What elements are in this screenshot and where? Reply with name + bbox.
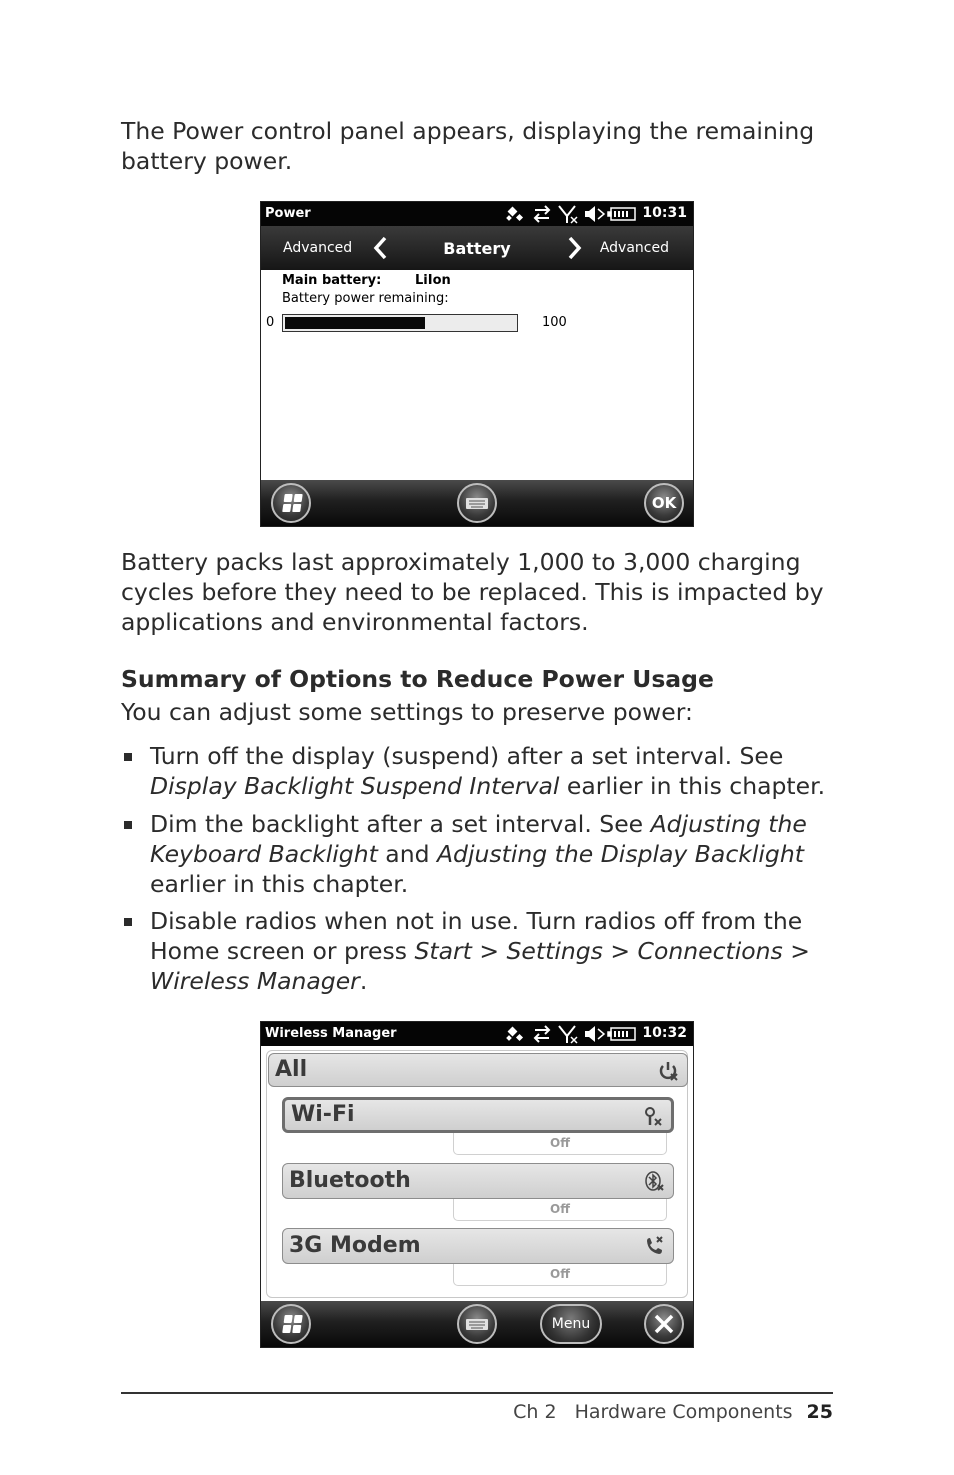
bullet-ref: Start bbox=[414, 937, 472, 965]
radio-name: 3G Modem bbox=[289, 1233, 421, 1258]
start-button[interactable] bbox=[271, 483, 311, 523]
battery-cycles-paragraph: Battery packs last approximately 1,000 to 3,000 charging cycles before they need to be replaced. This is impacted by applications and environmental factors. bbox=[121, 548, 824, 636]
keyboard-icon bbox=[459, 1306, 495, 1342]
sync-icon bbox=[535, 206, 549, 222]
page-footer bbox=[513, 1401, 833, 1423]
tab-advanced-right[interactable]: Advanced bbox=[599, 240, 669, 256]
bullet-text: Disable radios when not in use. Turn radios off from the Home screen or press bbox=[150, 907, 803, 965]
window-title: Power bbox=[265, 206, 311, 221]
close-icon bbox=[646, 1306, 682, 1342]
windows-flag-icon bbox=[273, 485, 309, 521]
sync-icon bbox=[535, 1026, 549, 1042]
bullet-text: Dim the backlight after a set interval. See bbox=[150, 810, 651, 838]
radio-name: Bluetooth bbox=[289, 1168, 411, 1193]
battery-icon bbox=[608, 1028, 635, 1040]
bullet-text: earlier in this chapter. bbox=[559, 772, 826, 800]
status-icons bbox=[505, 1024, 640, 1044]
bullet-marker bbox=[124, 918, 132, 926]
satellite-icon bbox=[506, 207, 523, 221]
bullet-text: > bbox=[602, 937, 638, 965]
bullet-ref: Adjusting the Display Backlight bbox=[436, 840, 804, 868]
signal-off-icon bbox=[559, 206, 577, 223]
bullet-ref: Adjusting the Keyboard Backlight bbox=[150, 810, 807, 868]
keyboard-button[interactable] bbox=[457, 483, 497, 523]
radio-name: Wi-Fi bbox=[291, 1102, 355, 1127]
softkey-bar bbox=[261, 1301, 693, 1347]
status-clock: 10:31 bbox=[642, 205, 687, 221]
bluetooth-off-icon bbox=[643, 1170, 665, 1192]
battery-icon bbox=[608, 208, 635, 220]
battery-remaining-label: Battery power remaining: bbox=[282, 291, 449, 306]
keyboard-button[interactable] bbox=[457, 1304, 497, 1344]
section-subheading: You can adjust some settings to preserve power: bbox=[121, 698, 693, 726]
wifi-status: Off bbox=[453, 1133, 667, 1155]
footer-rule bbox=[121, 1392, 833, 1394]
bullet-text: Turn off the display (suspend) after a set interval. See bbox=[150, 742, 784, 770]
bullet-text: and bbox=[377, 840, 437, 868]
footer-section: Hardware Components bbox=[574, 1401, 793, 1423]
close-button[interactable] bbox=[644, 1304, 684, 1344]
tab-advanced-left[interactable]: Advanced bbox=[283, 240, 353, 256]
main-battery-value: LiIon bbox=[415, 273, 451, 288]
scale-max: 100 bbox=[542, 315, 567, 330]
footer-chapter: Ch 2 bbox=[513, 1401, 557, 1423]
bullet-text: earlier in this chapter. bbox=[150, 870, 409, 898]
power-off-icon bbox=[657, 1060, 679, 1082]
battery-level-fill bbox=[285, 317, 425, 329]
main-battery-label: Main battery: bbox=[282, 273, 382, 288]
bullet-marker bbox=[124, 821, 132, 829]
bullet-ref: Settings bbox=[506, 937, 603, 965]
windows-flag-icon bbox=[273, 1306, 309, 1342]
radio-name: All bbox=[275, 1057, 308, 1082]
signal-off-icon bbox=[559, 1026, 577, 1043]
tab-battery[interactable]: Battery bbox=[443, 239, 511, 258]
menu-button[interactable]: Menu bbox=[540, 1304, 602, 1344]
bullet-text: . bbox=[359, 967, 368, 995]
bullet-ref: Wireless Manager bbox=[150, 967, 360, 995]
section-heading: Summary of Options to Reduce Power Usage bbox=[121, 665, 714, 693]
satellite-icon bbox=[506, 1027, 523, 1041]
tab-nav-bar bbox=[261, 226, 693, 270]
speaker-mute-icon bbox=[585, 1026, 604, 1042]
bullet-text: > bbox=[471, 937, 507, 965]
wireless-manager-screenshot bbox=[260, 1021, 694, 1348]
wifi-off-icon bbox=[641, 1105, 663, 1127]
ok-button[interactable]: OK bbox=[644, 483, 684, 523]
speaker-mute-icon bbox=[585, 206, 604, 222]
window-title: Wireless Manager bbox=[265, 1026, 397, 1041]
radio-row-wifi[interactable] bbox=[282, 1097, 674, 1133]
keyboard-icon bbox=[459, 485, 495, 521]
status-clock: 10:32 bbox=[642, 1025, 687, 1041]
start-button[interactable] bbox=[271, 1304, 311, 1344]
3g-modem-status: Off bbox=[453, 1264, 667, 1286]
phone-off-icon bbox=[643, 1235, 665, 1257]
scale-min: 0 bbox=[266, 315, 275, 330]
status-bar bbox=[261, 202, 693, 226]
softkey-bar bbox=[261, 480, 693, 526]
status-icons bbox=[505, 204, 640, 224]
radio-row-bluetooth[interactable] bbox=[282, 1163, 674, 1199]
radio-row-all[interactable] bbox=[268, 1053, 688, 1087]
page-number: 25 bbox=[806, 1401, 833, 1423]
intro-paragraph: The Power control panel appears, displaying the remaining battery power. bbox=[121, 117, 815, 175]
bullet-ref: Connections bbox=[637, 937, 783, 965]
bluetooth-status: Off bbox=[453, 1199, 667, 1221]
bullet-text: > bbox=[782, 937, 810, 965]
status-bar bbox=[261, 1022, 693, 1046]
bullet-ref: Display Backlight Suspend Interval bbox=[150, 772, 560, 800]
chevron-right-icon[interactable] bbox=[562, 235, 586, 261]
battery-level-bar bbox=[282, 314, 518, 332]
power-screenshot bbox=[260, 201, 694, 527]
bullet-marker bbox=[124, 753, 132, 761]
radio-row-3g-modem[interactable] bbox=[282, 1228, 674, 1264]
